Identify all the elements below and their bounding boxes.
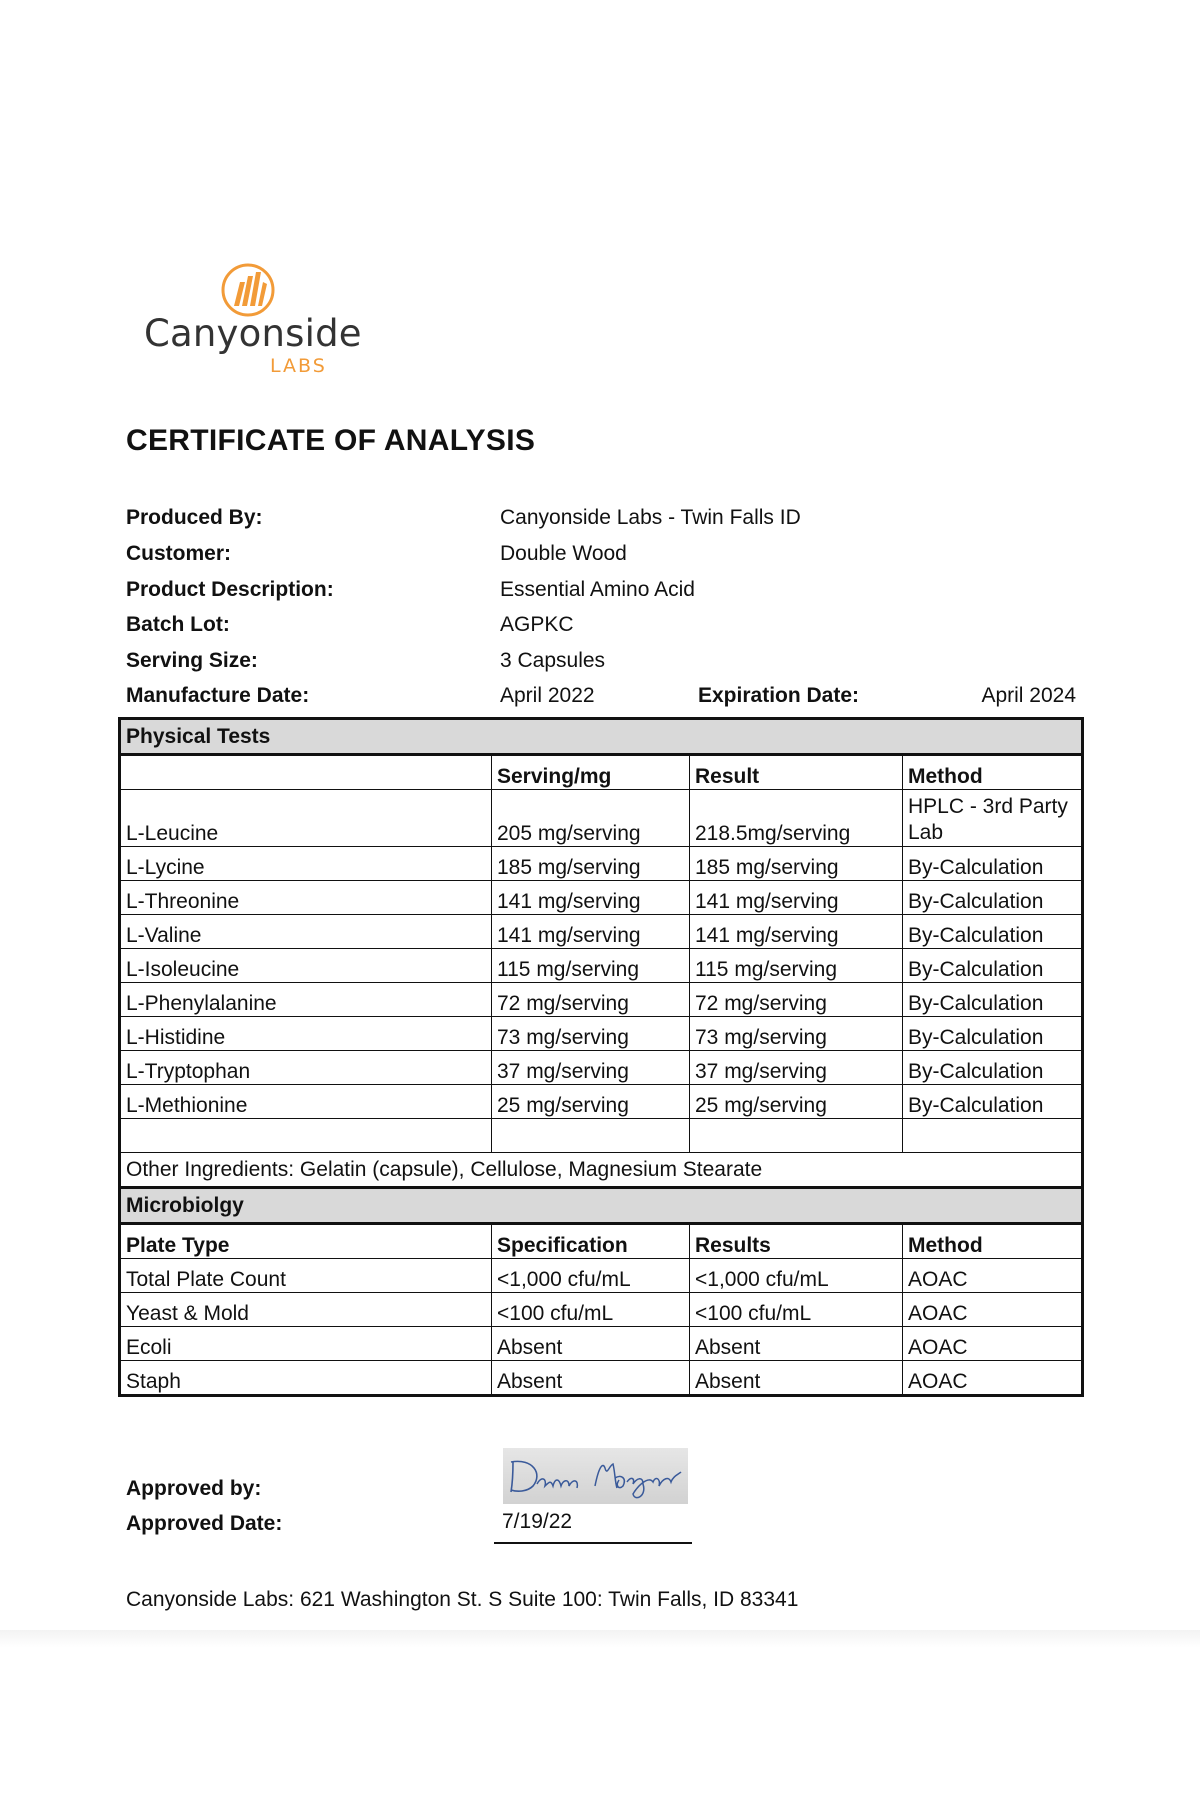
table-row	[120, 915, 1083, 949]
table-cell: 25 mg/serving	[690, 1085, 903, 1119]
table-cell	[492, 1119, 690, 1153]
info-value: April 2022	[500, 684, 595, 707]
handwritten-signature-icon	[503, 1448, 688, 1504]
info-label: Batch Lot:	[126, 613, 230, 636]
info-row-customer	[126, 542, 1076, 572]
table-cell: By-Calculation	[903, 983, 1083, 1017]
table-cell: Yeast & Mold	[120, 1293, 492, 1327]
table-cell: 141 mg/serving	[690, 881, 903, 915]
column-header: Results	[690, 1224, 903, 1259]
column-header: Method	[903, 755, 1083, 790]
canyonside-logo	[140, 262, 370, 377]
table-cell: <1,000 cfu/mL	[492, 1259, 690, 1293]
table-row	[120, 790, 1083, 847]
table-row	[120, 1051, 1083, 1085]
info-label: Customer:	[126, 542, 232, 565]
logo-subtitle: LABS	[270, 355, 327, 377]
approved-date-label: Approved Date:	[126, 1512, 283, 1535]
table-cell: L-Valine	[120, 915, 492, 949]
table-row	[120, 1361, 1083, 1396]
info-label: Manufacture Date:	[126, 684, 310, 707]
empty-row	[120, 1119, 1083, 1153]
table-row	[120, 983, 1083, 1017]
info-label-expiration: Expiration Date:	[698, 684, 860, 707]
table-row	[120, 1327, 1083, 1361]
table-cell: L-Methionine	[120, 1085, 492, 1119]
analysis-table	[118, 717, 1084, 1397]
table-row	[120, 1259, 1083, 1293]
info-value: Essential Amino Acid	[500, 578, 695, 601]
table-cell: L-Histidine	[120, 1017, 492, 1051]
info-value: Double Wood	[500, 542, 627, 565]
signature-image	[503, 1448, 688, 1504]
table-cell: 73 mg/serving	[492, 1017, 690, 1051]
table-cell: 185 mg/serving	[492, 847, 690, 881]
date-underline	[494, 1542, 692, 1544]
table-cell: 37 mg/serving	[690, 1051, 903, 1085]
document-title: CERTIFICATE OF ANALYSIS	[126, 424, 536, 457]
table-cell: L-Lycine	[120, 847, 492, 881]
table-cell: AOAC	[903, 1327, 1083, 1361]
physical-tests-heading: Physical Tests	[120, 719, 1083, 755]
table-row	[120, 847, 1083, 881]
table-cell: L-Isoleucine	[120, 949, 492, 983]
section-header-row	[120, 1188, 1083, 1224]
table-cell: 205 mg/serving	[492, 790, 690, 847]
table-row	[120, 1017, 1083, 1051]
table-cell: AOAC	[903, 1361, 1083, 1396]
info-label: Serving Size:	[126, 649, 258, 672]
microbiology-heading: Microbiolgy	[120, 1188, 1083, 1224]
table-cell: 141 mg/serving	[690, 915, 903, 949]
table-cell: Ecoli	[120, 1327, 492, 1361]
table-cell: Total Plate Count	[120, 1259, 492, 1293]
other-ingredients: Other Ingredients: Gelatin (capsule), Cellulose, Magnesium Stearate	[120, 1153, 1083, 1188]
table-header-row	[120, 1224, 1083, 1259]
column-header: Serving/mg	[492, 755, 690, 790]
table-cell: AOAC	[903, 1293, 1083, 1327]
table-cell: HPLC - 3rd Party Lab	[903, 790, 1083, 847]
table-row	[120, 1293, 1083, 1327]
logo-wordmark: Canyonside	[144, 312, 362, 355]
table-cell	[903, 1119, 1083, 1153]
logo-mark-icon	[220, 262, 276, 318]
table-cell: L-Leucine	[120, 790, 492, 847]
table-cell	[120, 1119, 492, 1153]
info-row-product-description	[126, 578, 1076, 608]
table-cell: 25 mg/serving	[492, 1085, 690, 1119]
table-cell: 73 mg/serving	[690, 1017, 903, 1051]
table-cell: Absent	[690, 1361, 903, 1396]
approved-date-value: 7/19/22	[502, 1510, 573, 1533]
column-header: Specification	[492, 1224, 690, 1259]
footer-address: Canyonside Labs: 621 Washington St. S Suite 100: Twin Falls, ID 83341	[126, 1588, 799, 1611]
table-cell: Absent	[690, 1327, 903, 1361]
table-cell: 72 mg/serving	[492, 983, 690, 1017]
column-header: Method	[903, 1224, 1083, 1259]
approved-by-label: Approved by:	[126, 1477, 262, 1500]
table-row	[120, 949, 1083, 983]
other-ingredients-row	[120, 1153, 1083, 1188]
info-label: Produced By:	[126, 506, 263, 529]
table-cell: Absent	[492, 1327, 690, 1361]
info-value-expiration: April 2024	[981, 684, 1076, 707]
table-cell: <100 cfu/mL	[690, 1293, 903, 1327]
page-bottom-edge	[0, 1630, 1200, 1800]
section-header-row	[120, 719, 1083, 755]
info-row-dates	[126, 684, 1076, 714]
table-cell: 218.5mg/serving	[690, 790, 903, 847]
table-cell: By-Calculation	[903, 1017, 1083, 1051]
table-header-row	[120, 755, 1083, 790]
table-row	[120, 1085, 1083, 1119]
info-value: Canyonside Labs - Twin Falls ID	[500, 506, 801, 529]
table-cell: 37 mg/serving	[492, 1051, 690, 1085]
table-cell: 72 mg/serving	[690, 983, 903, 1017]
table-cell: L-Phenylalanine	[120, 983, 492, 1017]
table-cell: By-Calculation	[903, 915, 1083, 949]
table-cell: AOAC	[903, 1259, 1083, 1293]
column-header: Plate Type	[120, 1224, 492, 1259]
table-cell: By-Calculation	[903, 1051, 1083, 1085]
table-cell: 115 mg/serving	[492, 949, 690, 983]
info-row-produced-by	[126, 506, 1076, 536]
table-cell: By-Calculation	[903, 949, 1083, 983]
table-cell: <1,000 cfu/mL	[690, 1259, 903, 1293]
table-cell: By-Calculation	[903, 881, 1083, 915]
info-value: AGPKC	[500, 613, 574, 636]
table-cell: 115 mg/serving	[690, 949, 903, 983]
column-header	[120, 755, 492, 790]
table-cell: L-Tryptophan	[120, 1051, 492, 1085]
table-cell: L-Threonine	[120, 881, 492, 915]
table-cell	[690, 1119, 903, 1153]
column-header: Result	[690, 755, 903, 790]
table-cell: By-Calculation	[903, 1085, 1083, 1119]
info-row-batch-lot	[126, 613, 1076, 643]
table-cell: Absent	[492, 1361, 690, 1396]
table-cell: By-Calculation	[903, 847, 1083, 881]
info-value: 3 Capsules	[500, 649, 606, 672]
table-cell: Staph	[120, 1361, 492, 1396]
info-label: Product Description:	[126, 578, 334, 601]
table-cell: <100 cfu/mL	[492, 1293, 690, 1327]
info-row-serving-size	[126, 649, 1076, 679]
table-cell: 141 mg/serving	[492, 881, 690, 915]
table-cell: 185 mg/serving	[690, 847, 903, 881]
table-cell: 141 mg/serving	[492, 915, 690, 949]
table-row	[120, 881, 1083, 915]
